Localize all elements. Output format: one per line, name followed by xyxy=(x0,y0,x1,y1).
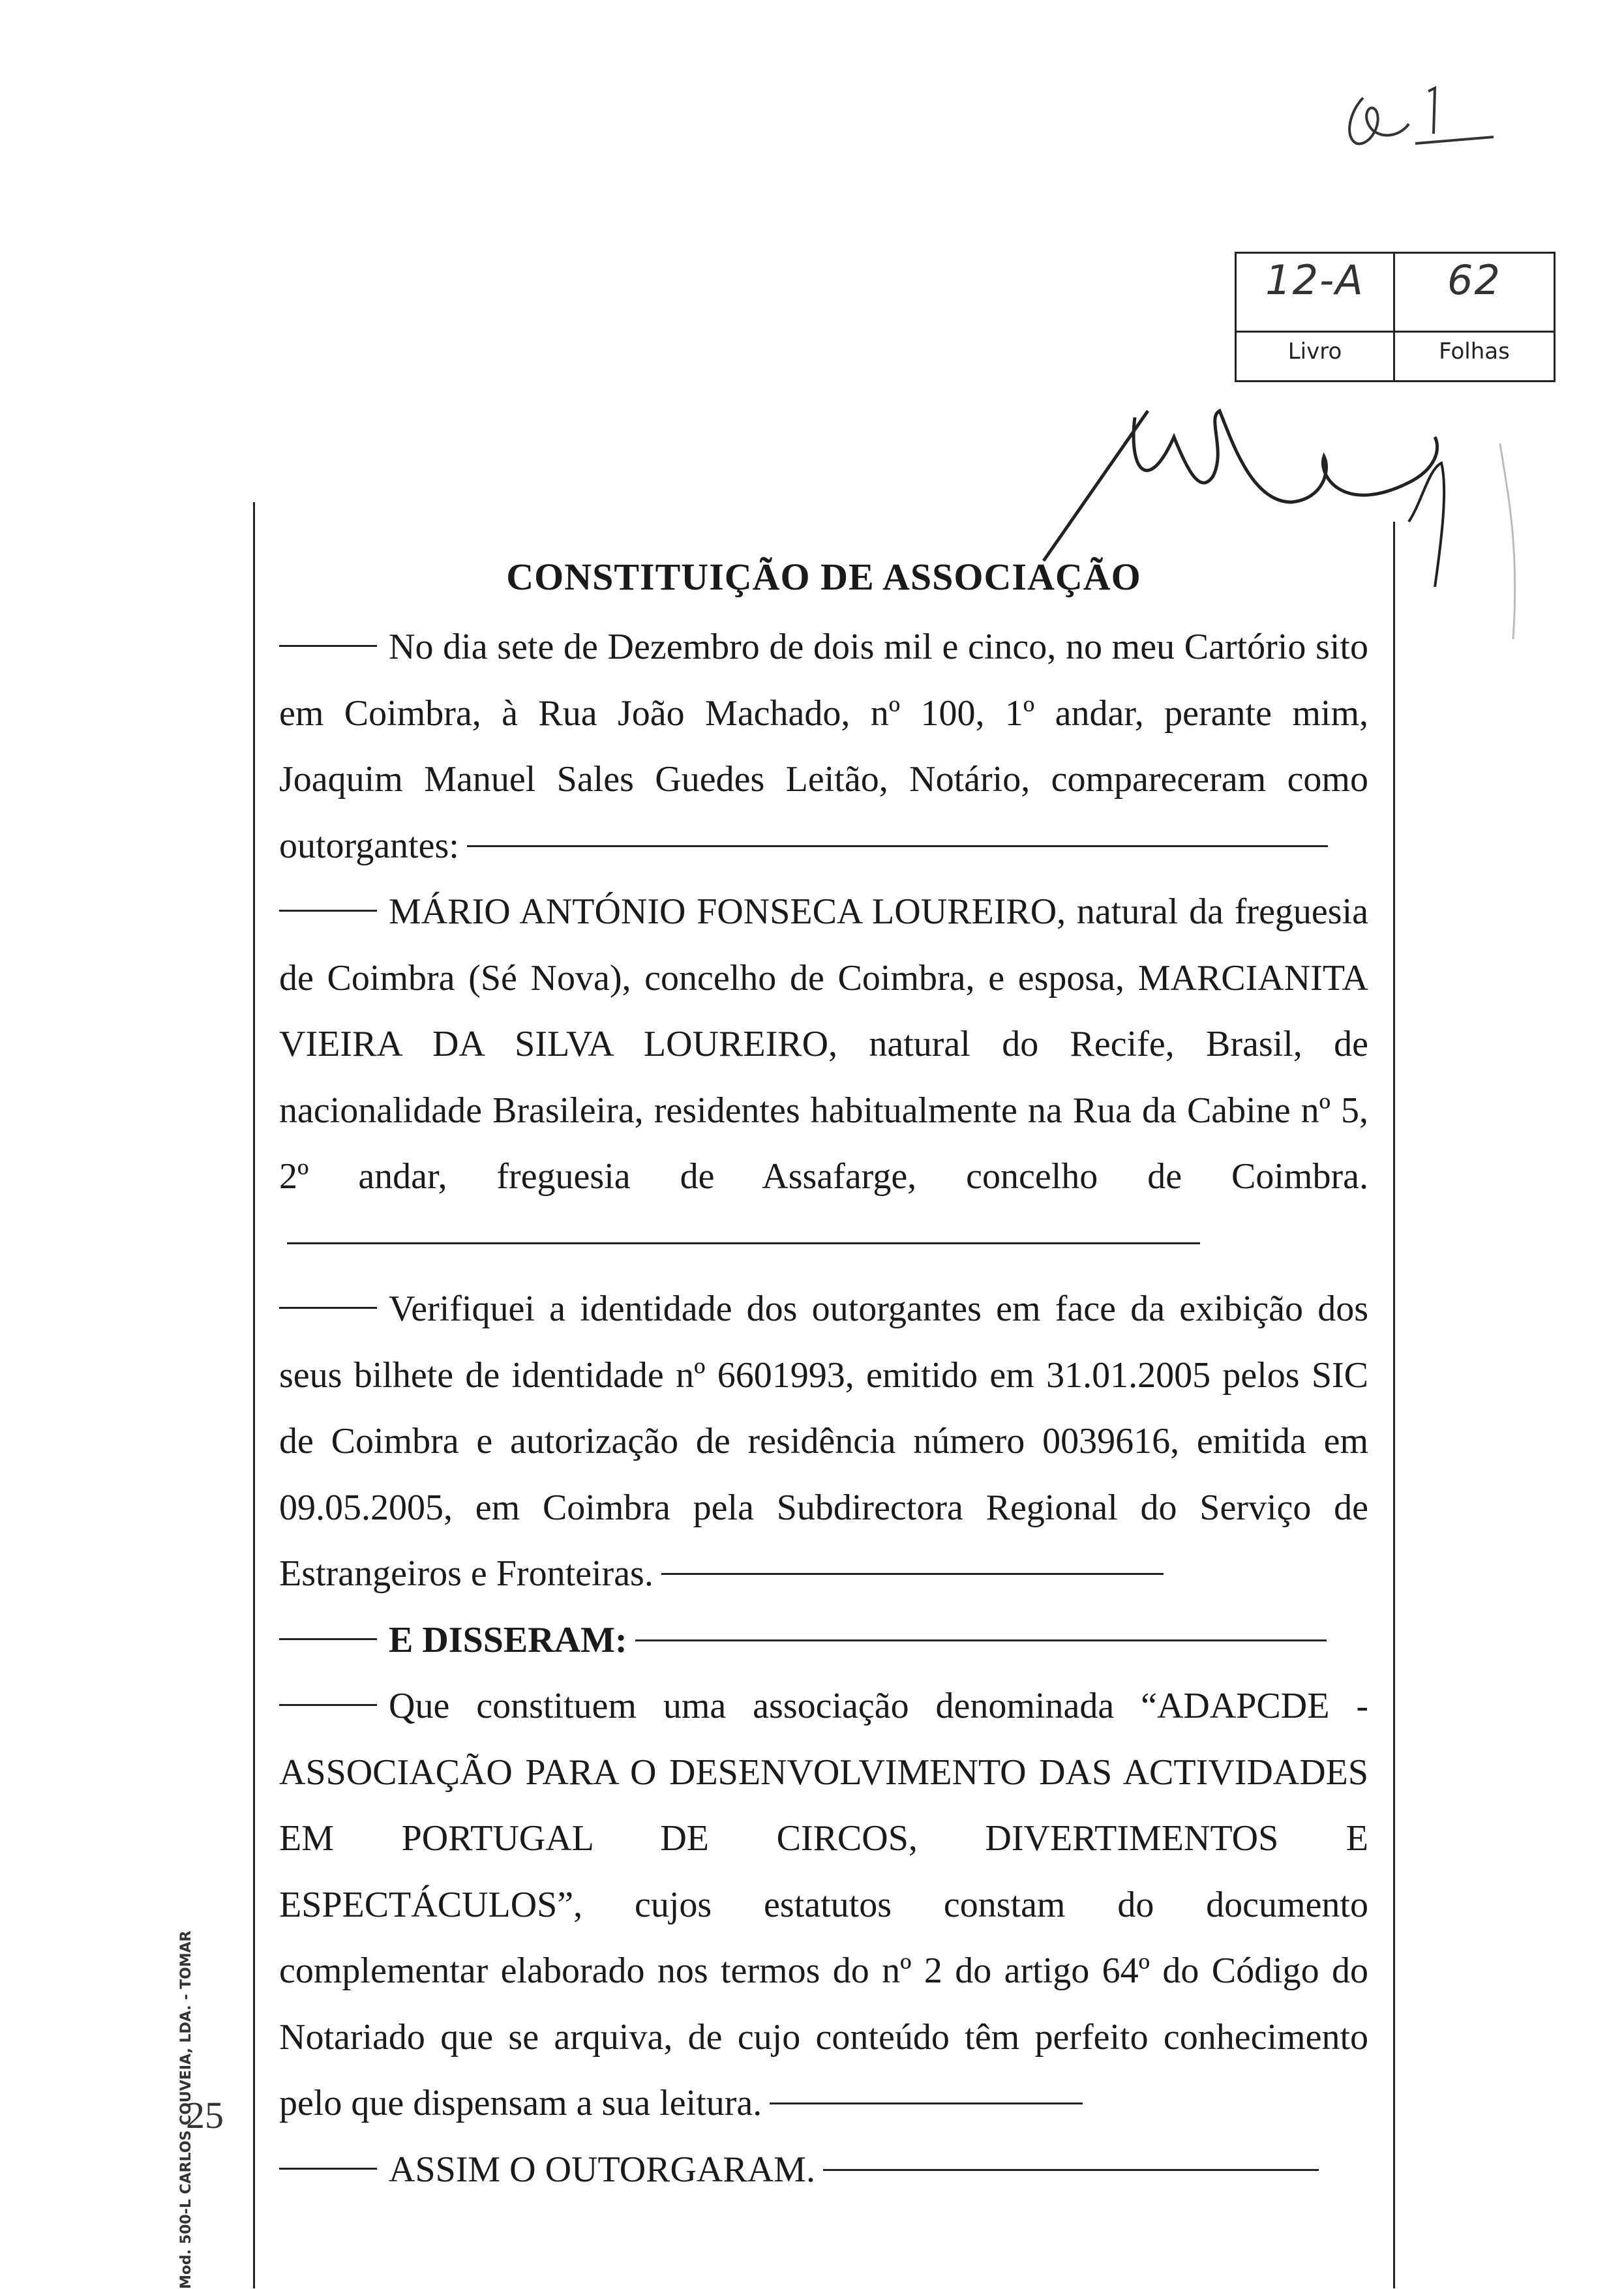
paragraph-constituem xyxy=(279,1673,1368,2137)
right-margin-rule xyxy=(1393,522,1395,2288)
leader-dash xyxy=(279,645,377,647)
leader-dash xyxy=(279,1638,377,1640)
paragraph-outorgaram-text: ASSIM O OUTORGARAM. xyxy=(389,2149,815,2190)
left-margin-rule xyxy=(253,502,255,2288)
paragraph-disseram xyxy=(279,1608,1368,1674)
fill-line xyxy=(635,1639,1327,1641)
fill-line xyxy=(661,1573,1164,1575)
fill-line xyxy=(287,1242,1200,1244)
leader-dash xyxy=(279,1704,377,1706)
paragraph-outorgantes xyxy=(279,879,1368,1276)
fill-line xyxy=(823,2169,1319,2171)
ledger-livro-cell xyxy=(1237,254,1395,380)
fill-line xyxy=(770,2102,1083,2104)
livro-label: Livro xyxy=(1287,338,1342,365)
ledger-folhas-cell xyxy=(1395,254,1554,380)
leader-dash xyxy=(279,2168,377,2170)
leader-dash xyxy=(279,910,377,912)
handwritten-initials xyxy=(1337,72,1507,157)
document-body xyxy=(279,548,1368,2203)
paragraph-outorgaram xyxy=(279,2137,1368,2204)
fill-line xyxy=(467,845,1328,847)
folhas-value: 62 xyxy=(1447,256,1501,304)
ledger-reference-box xyxy=(1235,252,1556,382)
paragraph-opening-text: No dia sete de Dezembro de dois mil e cinco, no meu Cartório sito em Coimbra, à Rua João Machado, nº 100, 1º andar, perante mim, Joaquim Manuel Sales Guedes Leitão, Notário, compareceram como outorgantes: xyxy=(279,627,1368,866)
paragraph-constituem-text: Que constituem uma associação denominada “ADAPCDE - ASSOCIAÇÃO PARA O DESENVOLVIMENTO DAS ACTIVIDADES EM PORTUGAL DE CIRCOS, DIVERTIMENTOS E ESPECTÁCULOS”, cujos estatutos constam do documento complementar elaborado nos termos do nº 2 do artigo 64º do Código do Notariado que se arquiva, de cujo conteúdo têm perfeito conhecimento pelo que dispensam a sua leitura. xyxy=(279,1686,1368,2123)
paragraph-outorgantes-text: MÁRIO ANTÓNIO FONSECA LOUREIRO, natural da freguesia de Coimbra (Sé Nova), concelho de Coimbra, e esposa, MARCIANITA VIEIRA DA SILVA LOUREIRO, natural do Recife, Brasil, de nacionalidade Brasileira, residentes habitualmente na Rua da Cabine nº 5, 2º andar, freguesia de Assafarge, concelho de Coimbra. xyxy=(279,891,1368,1197)
side-print-text: Mod. 500-L CARLOS COUVEIA, LDA. - TOMAR xyxy=(178,1930,194,2289)
document-title: CONSTITUIÇÃO DE ASSOCIAÇÃO xyxy=(506,556,1141,598)
paragraph-disseram-text: E DISSERAM: xyxy=(389,1619,627,1660)
livro-value: 12-A xyxy=(1265,256,1364,304)
page-number: 25 xyxy=(186,2094,224,2136)
paragraph-identidade xyxy=(279,1276,1368,1608)
leader-dash xyxy=(279,1307,377,1309)
paragraph-identidade-text: Verifiquei a identidade dos outorgantes em face da exibição dos seus bilhete de identidade nº 6601993, emitido em 31.01.2005 pelos SIC de Coimbra e autorização de residência número 0039616, emitida em 09.05.2005, em Coimbra pela Subdirectora Regional do Serviço de Estrangeiros e Fronteiras. xyxy=(279,1289,1368,1594)
folhas-label: Folhas xyxy=(1439,338,1510,365)
paragraph-opening xyxy=(279,614,1368,879)
